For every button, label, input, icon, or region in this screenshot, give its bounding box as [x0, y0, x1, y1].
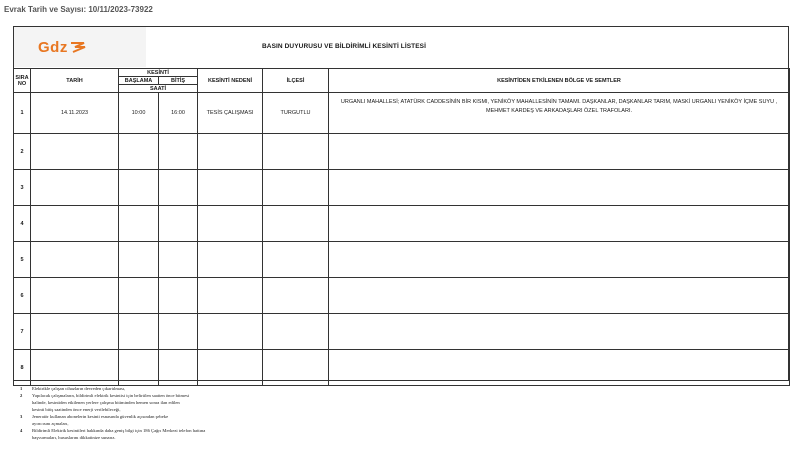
- footnote-number: 1: [20, 386, 23, 391]
- row-date: [31, 242, 119, 278]
- row-number: 6: [14, 278, 31, 314]
- footnote-text: [32, 385, 280, 392]
- row-end-time: [159, 170, 198, 206]
- row-start-time: 10:00: [119, 93, 159, 134]
- outage-table: [13, 68, 790, 386]
- footnote: [20, 385, 280, 392]
- header-kesinti-nedeni: KESİNTİ NEDENİ: [198, 69, 263, 93]
- row-start-time: [119, 206, 159, 242]
- footnote-line: Yapılacak çalışmaların, bildirimli elektrik kesintisi için belirtilen saatten önce bitmesi: [32, 393, 190, 398]
- header-saati: SAATİ: [119, 85, 198, 93]
- header-tarih: TARİH: [31, 69, 119, 93]
- row-date: [31, 170, 119, 206]
- row-affected-areas: [329, 134, 790, 170]
- table-row: [14, 206, 790, 242]
- row-district: [263, 206, 329, 242]
- row-number: 4: [14, 206, 31, 242]
- row-affected-areas: [329, 242, 790, 278]
- footnote-number: 4: [20, 428, 23, 433]
- footnote: [20, 392, 280, 413]
- footnote-line: Jeneratör kullanan abonelerin kesinti esnasında güvenlik açısından şebeke: [32, 414, 169, 419]
- footnotes: [20, 385, 280, 441]
- row-date: [31, 278, 119, 314]
- footnote-line: Bildirimli Elektrik kesintileri hakkında daha geniş bilgi için 186 Çağrı Merkezi telefon hattına: [32, 428, 206, 433]
- row-reason: [198, 242, 263, 278]
- row-reason: [198, 314, 263, 350]
- row-date: [31, 314, 119, 350]
- row-district: [263, 350, 329, 386]
- row-district: [263, 170, 329, 206]
- header-baslama: BAŞLAMA: [119, 77, 159, 85]
- row-end-time: [159, 242, 198, 278]
- row-start-time: [119, 350, 159, 386]
- row-number: 3: [14, 170, 31, 206]
- logo-text: Gdz: [38, 38, 68, 56]
- footnote-number: 2: [20, 393, 23, 398]
- row-district: [263, 314, 329, 350]
- table-row: [14, 93, 790, 134]
- table-row: [14, 242, 790, 278]
- row-start-time: [119, 314, 159, 350]
- row-affected-areas: [329, 170, 790, 206]
- row-district: [263, 278, 329, 314]
- row-district: [263, 134, 329, 170]
- row-number: 5: [14, 242, 31, 278]
- header-bitis: BİTİŞ: [159, 77, 198, 85]
- row-end-time: [159, 206, 198, 242]
- row-affected-areas: [329, 206, 790, 242]
- table-row: [14, 170, 790, 206]
- row-date: [31, 134, 119, 170]
- row-reason: [198, 278, 263, 314]
- row-end-time: 16:00: [159, 93, 198, 134]
- footnote-number: 3: [20, 414, 23, 419]
- row-date: [31, 350, 119, 386]
- table-row: [14, 278, 790, 314]
- row-affected-areas: [329, 350, 790, 386]
- row-affected-areas: [329, 278, 790, 314]
- footnote-text: [32, 427, 280, 441]
- company-logo: [14, 27, 146, 67]
- table-row: [14, 314, 790, 350]
- footnote: [20, 427, 280, 441]
- row-end-time: [159, 278, 198, 314]
- footnote-line: başvurmaları, hususlarını dikkatinize sunarız.: [32, 435, 116, 440]
- row-district: [263, 242, 329, 278]
- document-reference: Evrak Tarih ve Sayısı: 10/11/2023-73922: [4, 5, 153, 14]
- row-date: 14.11.2023: [31, 93, 119, 134]
- row-reason: TESİS ÇALIŞMASI: [198, 93, 263, 134]
- footnote-line: Elektrikle çalışan cihazların devreden çıkartılması,: [32, 386, 126, 391]
- row-start-time: [119, 134, 159, 170]
- footnote-text: [32, 413, 280, 427]
- footnote-line: halinde, kesintiden etkilenen yerlere çalışma bitiminden hemen sonra ilan edilen: [32, 400, 180, 405]
- row-start-time: [119, 278, 159, 314]
- footnote-line: ayırıcısını açmaları,: [32, 421, 69, 426]
- row-reason: [198, 170, 263, 206]
- row-date: [31, 206, 119, 242]
- row-end-time: [159, 314, 198, 350]
- row-start-time: [119, 242, 159, 278]
- footnote-line: kesinti bitiş saatinden önce enerji verilebileceği,: [32, 407, 121, 412]
- row-reason: [198, 350, 263, 386]
- list-title: BASIN DUYURUSU VE BİLDİRİMLİ KESİNTİ LİSTESİ: [262, 43, 427, 50]
- row-number: 8: [14, 350, 31, 386]
- footnote-text: [32, 392, 280, 413]
- row-end-time: [159, 134, 198, 170]
- row-affected-areas: URGANLI MAHALLESİ; ATATÜRK CADDESİNİN BİR KISMI, YENİKÖY MAHALLESİNİN TAMAMI. DAŞKANLAR, DAŞKANLAR TARIM, MASKİ URGANLI YENİKÖY İÇME SUYU , MEHMET KARDEŞ VE ARKADAŞLARI ÖZEL TRAFOLARI.: [329, 93, 790, 134]
- table-row: [14, 134, 790, 170]
- row-start-time: [119, 170, 159, 206]
- header-etkilenen-bolge: KESİNTİDEN ETKİLENEN BÖLGE VE SEMTLER: [329, 69, 790, 93]
- header-sira-no: SIRA NO: [14, 69, 31, 93]
- row-district: TURGUTLU: [263, 93, 329, 134]
- row-end-time: [159, 350, 198, 386]
- table-row: [14, 350, 790, 386]
- header-kesinti: KESİNTİ: [119, 69, 198, 77]
- row-affected-areas: [329, 314, 790, 350]
- row-number: 7: [14, 314, 31, 350]
- row-reason: [198, 134, 263, 170]
- row-reason: [198, 206, 263, 242]
- header-ilcesi: İLÇESİ: [263, 69, 329, 93]
- footnote: [20, 413, 280, 427]
- row-number: 2: [14, 134, 31, 170]
- logo-lightning-icon: [70, 41, 86, 53]
- row-number: 1: [14, 93, 31, 134]
